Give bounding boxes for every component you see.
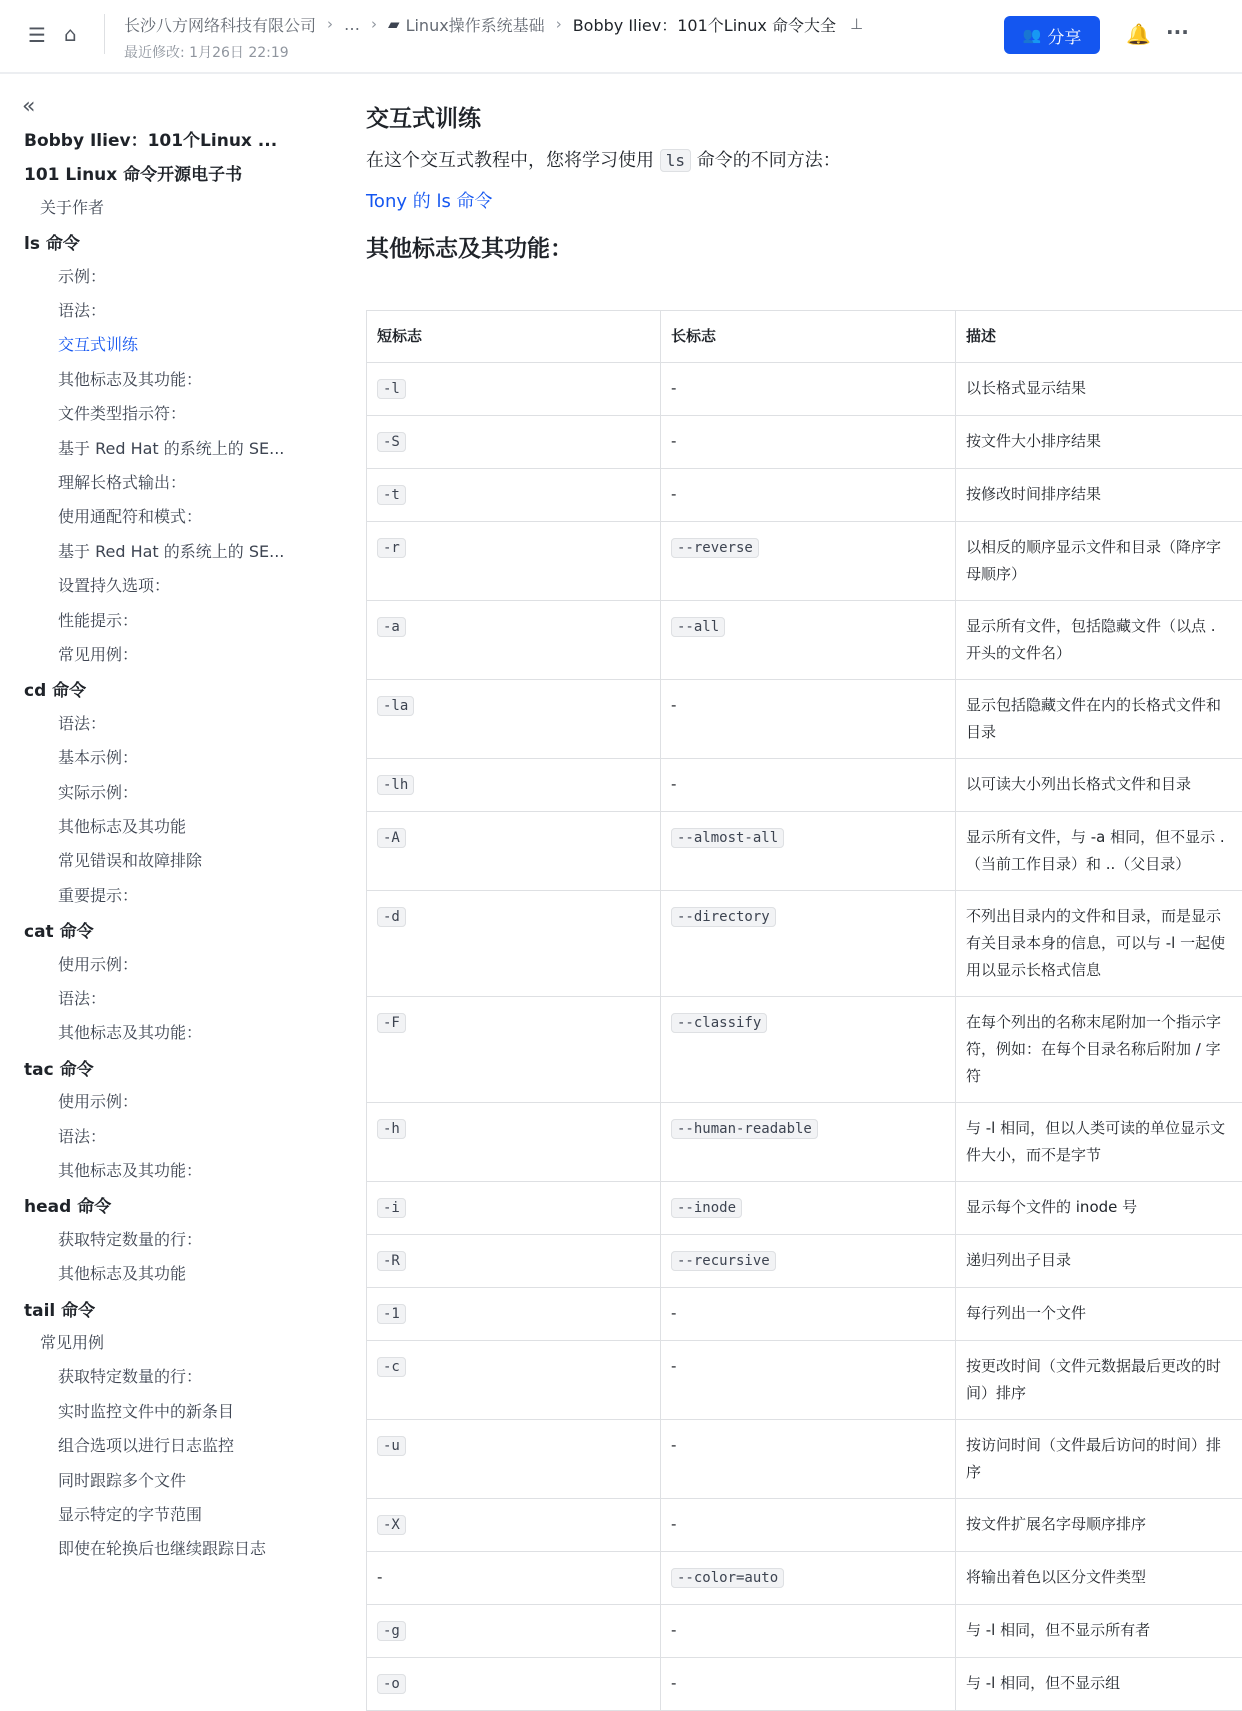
cell-desc xyxy=(956,759,1242,812)
toc-item[interactable]: 获取特定数量的行： xyxy=(58,1364,328,1387)
cell-long xyxy=(661,1552,956,1605)
share-button[interactable] xyxy=(1004,16,1100,54)
cell-desc xyxy=(956,1288,1242,1341)
cell-short xyxy=(367,1103,661,1182)
cell-long xyxy=(661,680,956,759)
heading-interactive-training: 交互式训练 xyxy=(366,100,481,133)
table-row xyxy=(367,759,1242,812)
cell-desc xyxy=(956,812,1242,891)
table-header-row xyxy=(367,311,1242,363)
toc-item[interactable]: ls 命令 xyxy=(24,229,294,254)
flag-code: -o xyxy=(377,1674,406,1694)
share-label: 分享 xyxy=(1047,23,1081,48)
description-text: 按更改时间（文件元数据最后更改的时间）排序 xyxy=(966,1357,1221,1402)
flag-code: -R xyxy=(377,1251,406,1271)
pin-icon[interactable]: ⊥ xyxy=(850,15,863,33)
flag-code: -c xyxy=(377,1357,406,1377)
tony-ls-link[interactable]: Tony 的 ls 命令 xyxy=(366,187,493,213)
flag-code: -S xyxy=(377,432,406,452)
cell-desc xyxy=(956,1499,1242,1552)
toc-item[interactable]: 其他标志及其功能 xyxy=(58,1261,328,1284)
flag-code: --classify xyxy=(671,1013,767,1033)
flag-code: --almost-all xyxy=(671,828,784,848)
cell-desc xyxy=(956,1420,1242,1499)
breadcrumb-current[interactable]: Bobby Iliev：101个Linux 命令大全 xyxy=(573,13,836,36)
description-text: 以相反的顺序显示文件和目录（降序字母顺序） xyxy=(966,538,1221,583)
table-row xyxy=(367,1182,1242,1235)
flag-code: -l xyxy=(377,379,406,399)
cell-long xyxy=(661,601,956,680)
toc-item[interactable]: 关于作者 xyxy=(40,195,310,218)
cell-short xyxy=(367,601,661,680)
description-text: 显示包括隐藏文件在内的长格式文件和目录 xyxy=(966,696,1221,741)
empty-flag: - xyxy=(671,1674,676,1692)
table-row xyxy=(367,1341,1242,1420)
cell-desc xyxy=(956,522,1242,601)
cell-short xyxy=(367,1341,661,1420)
header-description: 描述 xyxy=(956,311,1242,363)
description-text: 显示所有文件，包括隐藏文件（以点 . 开头的文件名） xyxy=(966,617,1216,662)
flag-code: --recursive xyxy=(671,1251,776,1271)
cell-long xyxy=(661,1499,956,1552)
toc-item[interactable]: 基本示例： xyxy=(58,745,328,768)
cell-short xyxy=(367,759,661,812)
toc-item[interactable]: 使用示例： xyxy=(58,1089,328,1112)
table-row xyxy=(367,1658,1242,1711)
header-long-flag: 长标志 xyxy=(661,311,956,363)
more-icon[interactable]: ··· xyxy=(1166,22,1189,42)
empty-flag: - xyxy=(671,379,676,397)
cell-desc xyxy=(956,1658,1242,1711)
cell-desc xyxy=(956,601,1242,680)
bell-icon[interactable]: 🔔 xyxy=(1126,24,1151,44)
cell-short xyxy=(367,1420,661,1499)
cell-desc xyxy=(956,1182,1242,1235)
flag-code: -lh xyxy=(377,775,414,795)
last-modified: 最近修改: 1月26日 22:19 xyxy=(124,42,289,62)
cell-long xyxy=(661,1182,956,1235)
description-text: 将输出着色以区分文件类型 xyxy=(966,1568,1146,1586)
toc-item[interactable]: 文件类型指示符： xyxy=(58,401,328,424)
flag-code: --directory xyxy=(671,907,776,927)
toc-item[interactable]: 其他标志及其功能： xyxy=(58,1020,328,1043)
cell-long xyxy=(661,1103,956,1182)
toc-item[interactable]: 重要提示： xyxy=(58,883,328,906)
empty-flag: - xyxy=(671,696,676,714)
toc-item[interactable]: 使用示例： xyxy=(58,952,328,975)
description-text: 递归列出子目录 xyxy=(966,1251,1071,1269)
cell-short xyxy=(367,1552,661,1605)
cell-long xyxy=(661,416,956,469)
toc-item[interactable]: 即使在轮换后也继续跟踪日志 xyxy=(58,1536,328,1559)
cell-short xyxy=(367,522,661,601)
breadcrumb-ellipsis[interactable]: … xyxy=(344,15,360,34)
flag-code: -h xyxy=(377,1119,406,1139)
toc-item[interactable]: head 命令 xyxy=(24,1192,294,1217)
empty-flag: - xyxy=(671,1515,676,1533)
flag-code: --inode xyxy=(671,1198,742,1218)
flag-code: -i xyxy=(377,1198,406,1218)
cell-short xyxy=(367,1605,661,1658)
cell-short xyxy=(367,1288,661,1341)
empty-flag: - xyxy=(671,1436,676,1454)
toc-item[interactable]: 语法： xyxy=(58,298,328,321)
cell-desc xyxy=(956,680,1242,759)
toc-item[interactable]: 使用通配符和模式： xyxy=(58,504,328,527)
description-text: 显示每个文件的 inode 号 xyxy=(966,1198,1137,1216)
cell-short xyxy=(367,469,661,522)
cell-short xyxy=(367,1499,661,1552)
table-row xyxy=(367,1552,1242,1605)
flag-code: -r xyxy=(377,538,406,558)
flag-code: -u xyxy=(377,1436,406,1456)
description-text: 按文件大小排序结果 xyxy=(966,432,1101,450)
table-row xyxy=(367,812,1242,891)
cell-long xyxy=(661,1235,956,1288)
table-row xyxy=(367,891,1242,997)
cell-desc xyxy=(956,1235,1242,1288)
header-divider xyxy=(104,14,105,54)
table-row xyxy=(367,416,1242,469)
flag-code: -d xyxy=(377,907,406,927)
intro-text-before: 在这个交互式教程中，您将学习使用 xyxy=(366,150,654,171)
description-text: 与 -l 相同，但不显示所有者 xyxy=(966,1621,1150,1639)
flag-code: -a xyxy=(377,617,406,637)
cell-long xyxy=(661,1605,956,1658)
empty-flag: - xyxy=(671,485,676,503)
toc-item[interactable]: tac 命令 xyxy=(24,1055,294,1080)
toc-item[interactable]: 语法： xyxy=(58,711,328,734)
cell-short xyxy=(367,812,661,891)
toc-item[interactable]: 其他标志及其功能： xyxy=(58,1158,328,1181)
empty-flag: - xyxy=(671,1621,676,1639)
inline-code: ls xyxy=(660,149,691,172)
cell-long xyxy=(661,997,956,1103)
flag-code: --color=auto xyxy=(671,1568,784,1588)
heading-other-flags: 其他标志及其功能： xyxy=(366,230,573,263)
intro-text-after: 命令的不同方法： xyxy=(697,150,841,171)
table-row xyxy=(367,680,1242,759)
cell-long xyxy=(661,812,956,891)
flag-code: --human-readable xyxy=(671,1119,818,1139)
description-text: 按访问时间（文件最后访问的时间）排序 xyxy=(966,1436,1221,1481)
breadcrumb-org[interactable]: 长沙八方网络科技有限公司 xyxy=(124,13,316,36)
cell-desc xyxy=(956,1605,1242,1658)
toc-item[interactable]: 常见用例 xyxy=(40,1330,310,1353)
cell-short xyxy=(367,416,661,469)
toc-item[interactable]: 设置持久选项： xyxy=(58,573,328,596)
collapse-sidebar-icon[interactable]: « xyxy=(22,94,35,119)
table-row xyxy=(367,1288,1242,1341)
toc-item[interactable]: 101 Linux 命令开源电子书 xyxy=(24,160,294,185)
cell-short xyxy=(367,997,661,1103)
cell-desc xyxy=(956,997,1242,1103)
chevron-right-icon: › xyxy=(371,15,377,33)
table-row xyxy=(367,1499,1242,1552)
cell-short xyxy=(367,363,661,416)
flags-table xyxy=(366,310,1242,1711)
toc-item[interactable]: 同时跟踪多个文件 xyxy=(58,1468,328,1491)
description-text: 与 -l 相同，但不显示组 xyxy=(966,1674,1120,1692)
toc-item[interactable]: tail 命令 xyxy=(24,1296,294,1321)
cell-desc xyxy=(956,1552,1242,1605)
cell-long xyxy=(661,469,956,522)
cell-long xyxy=(661,522,956,601)
breadcrumb-space[interactable]: Linux操作系统基础 xyxy=(406,13,545,36)
home-icon[interactable]: ⌂ xyxy=(64,24,77,44)
cell-long xyxy=(661,363,956,416)
table-row xyxy=(367,1103,1242,1182)
flag-code: --reverse xyxy=(671,538,759,558)
toc-item[interactable]: 实时监控文件中的新条目 xyxy=(58,1399,328,1422)
description-text: 按文件扩展名字母顺序排序 xyxy=(966,1515,1146,1533)
top-bar xyxy=(0,0,1242,74)
toc-item[interactable]: 组合选项以进行日志监控 xyxy=(58,1433,328,1456)
description-text: 与 -l 相同，但以人类可读的单位显示文件大小，而不是字节 xyxy=(966,1119,1225,1164)
table-row xyxy=(367,522,1242,601)
flag-code: -1 xyxy=(377,1304,406,1324)
flag-code: -la xyxy=(377,696,414,716)
empty-flag: - xyxy=(671,1304,676,1322)
description-text: 不列出目录内的文件和目录，而是显示有关目录本身的信息，可以与 -l 一起使用以显示长格式信息 xyxy=(966,907,1225,979)
description-text: 在每个列出的名称末尾附加一个指示字符，例如：在每个目录名称后附加 / 字符 xyxy=(966,1013,1221,1085)
users-icon: 👥 xyxy=(1023,26,1042,44)
toc-item[interactable]: cd 命令 xyxy=(24,676,294,701)
toc-item[interactable]: 其他标志及其功能 xyxy=(58,814,328,837)
toc-item[interactable]: 常见错误和故障排除 xyxy=(58,848,328,871)
flag-code: -F xyxy=(377,1013,406,1033)
cell-long xyxy=(661,759,956,812)
toc-item[interactable]: 基于 Red Hat 的系统上的 SE... xyxy=(58,436,328,459)
table-row xyxy=(367,363,1242,416)
table-row xyxy=(367,469,1242,522)
cell-desc xyxy=(956,1341,1242,1420)
cell-desc xyxy=(956,1103,1242,1182)
description-text: 以长格式显示结果 xyxy=(966,379,1086,397)
flag-code: --all xyxy=(671,617,725,637)
description-text: 按修改时间排序结果 xyxy=(966,485,1101,503)
chevron-right-icon: › xyxy=(556,15,562,33)
cell-long xyxy=(661,1288,956,1341)
toc-item[interactable]: 示例： xyxy=(58,264,328,287)
sidebar-toc xyxy=(0,74,320,1660)
flag-code: -A xyxy=(377,828,406,848)
toc-item[interactable]: 性能提示： xyxy=(58,608,328,631)
cell-long xyxy=(661,891,956,997)
empty-flag: - xyxy=(671,432,676,450)
cell-short xyxy=(367,891,661,997)
book-icon: ▰ xyxy=(388,15,400,33)
toc-item[interactable]: 其他标志及其功能： xyxy=(58,367,328,390)
flag-code: -t xyxy=(377,485,406,505)
intro-paragraph xyxy=(366,146,841,172)
toc-item[interactable]: 语法： xyxy=(58,986,328,1009)
cell-long xyxy=(661,1420,956,1499)
cell-short xyxy=(367,1182,661,1235)
cell-long xyxy=(661,1658,956,1711)
cell-desc xyxy=(956,363,1242,416)
toc-item[interactable]: Bobby Iliev：101个Linux ... xyxy=(24,126,294,151)
description-text: 每行列出一个文件 xyxy=(966,1304,1086,1322)
toc-item[interactable]: 理解长格式输出： xyxy=(58,470,328,493)
table-row xyxy=(367,1420,1242,1499)
description-text: 以可读大小列出长格式文件和目录 xyxy=(966,775,1191,793)
cell-short xyxy=(367,1658,661,1711)
empty-flag: - xyxy=(671,775,676,793)
outline-toggle-icon[interactable]: ☰ xyxy=(28,25,46,45)
flag-code: -X xyxy=(377,1515,406,1535)
toc-item[interactable]: 显示特定的字节范围 xyxy=(58,1502,328,1525)
table-row xyxy=(367,1235,1242,1288)
toc-item[interactable]: 交互式训练 xyxy=(58,332,328,355)
chevron-right-icon: › xyxy=(327,15,333,33)
toc-item[interactable]: 获取特定数量的行： xyxy=(58,1227,328,1250)
toc-item[interactable]: cat 命令 xyxy=(24,917,294,942)
cell-long xyxy=(661,1341,956,1420)
toc-item[interactable]: 基于 Red Hat 的系统上的 SE... xyxy=(58,539,328,562)
table-row xyxy=(367,1605,1242,1658)
toc-item[interactable]: 常见用例： xyxy=(58,642,328,665)
cell-desc xyxy=(956,469,1242,522)
cell-desc xyxy=(956,891,1242,997)
cell-short xyxy=(367,1235,661,1288)
empty-flag: - xyxy=(671,1357,676,1375)
description-text: 显示所有文件，与 -a 相同，但不显示 .（当前工作目录）和 ..（父目录） xyxy=(966,828,1225,873)
toc-item[interactable]: 语法： xyxy=(58,1124,328,1147)
flag-code: -g xyxy=(377,1621,406,1641)
header-short-flag: 短标志 xyxy=(367,311,661,363)
cell-short xyxy=(367,680,661,759)
breadcrumb xyxy=(124,12,863,36)
toc-item[interactable]: 实际示例： xyxy=(58,780,328,803)
table-row xyxy=(367,997,1242,1103)
table-row xyxy=(367,601,1242,680)
cell-desc xyxy=(956,416,1242,469)
empty-flag: - xyxy=(377,1568,382,1586)
